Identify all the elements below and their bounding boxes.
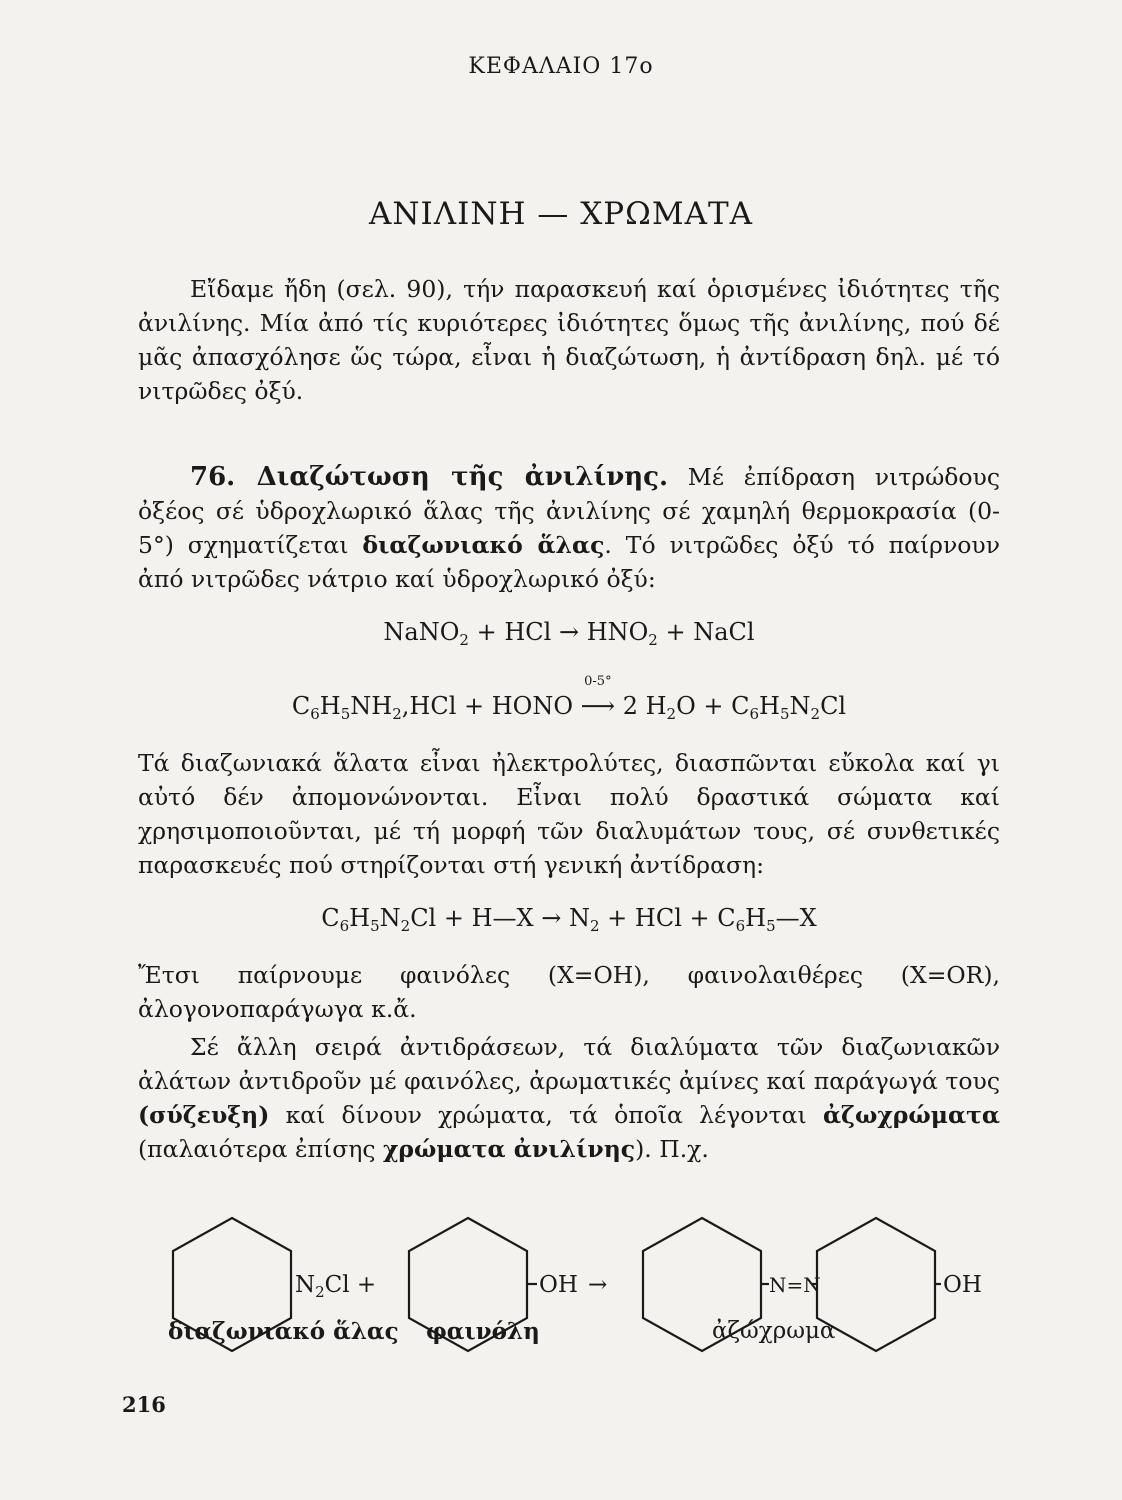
eq1-arrow: → xyxy=(558,618,580,646)
paragraph-4-text xyxy=(138,1030,1000,1166)
oh-label-2: OH xyxy=(943,1272,982,1298)
page-number: 216 xyxy=(122,1392,166,1417)
equation-2: $C_6H_5NH_2,HCl$ + HONO 0-5° ⟶ 2 $H_2O + C_6H_5N_2Cl$ xyxy=(291,674,847,723)
eq2-d: ,HCl + HONO xyxy=(401,692,574,720)
eq1-rhs2: + NaCl xyxy=(657,618,755,646)
chapter-header: ΚΕΦΑΛΑΙΟ 17ο xyxy=(468,54,654,79)
section-76 xyxy=(138,460,1000,596)
equation-3: $C_6H_5N_2Cl$ + H—X → $N_2$ + HCl + $C_6H_5—X$ xyxy=(321,904,817,935)
para4-term-aniline-dyes: χρώματα ἀνιλίνης xyxy=(382,1135,636,1163)
eq2-b: H xyxy=(319,692,341,720)
eq2-h: N xyxy=(789,692,811,720)
page-title: ΑΝΙΛΙΝΗ — ΧΡΩΜΑΤΑ xyxy=(368,196,754,232)
n2cl-label: $N_2Cl$ + xyxy=(295,1272,377,1301)
eq1-rhs: HNO xyxy=(586,618,649,646)
paragraph-3 xyxy=(138,958,1000,1026)
eq2-a: C xyxy=(291,692,311,720)
eq2-i: Cl xyxy=(820,692,847,720)
para4-text-c: (παλαιότερα ἐπίσης xyxy=(138,1135,383,1163)
eq2-arrow xyxy=(580,674,616,720)
para4-text-b: καί δίνουν χρώματα, τά ὁποῖα λέγονται xyxy=(269,1101,823,1129)
eq1-lhs2: + HCl xyxy=(468,618,552,646)
intro-paragraph xyxy=(138,272,1000,408)
eq1-lhs: NaNO xyxy=(383,618,460,646)
label-azo-dye: ἀζώχρωμα xyxy=(712,1318,836,1344)
eq2-condition: 0-5° xyxy=(584,674,612,689)
equation-1: NaNO$_2$ + HCl → $HNO_2$ + NaCl xyxy=(383,618,755,649)
para4-text-d: ). Π.χ. xyxy=(635,1135,709,1163)
section-text-b: . Τό νιτρῶδες ὀξύ τό παίρνουν ἀπό νιτρῶδες νάτριο καί ὑδροχλωρικό ὀξύ: xyxy=(138,531,1000,593)
eq3-e: N xyxy=(569,904,590,932)
section-text-a: Μέ ἐπίδραση νιτρώδους ὀξέος σέ ὑδροχλωρικό ἅλας τῆς ἀνιλίνης σέ χαμηλή θερμοκρασία (0-5°) σχηματίζεται xyxy=(138,463,1000,559)
eq3-f: + HCl + C xyxy=(599,904,736,932)
para4-term-coupling: (σύζευξη) xyxy=(138,1101,270,1129)
label-diazonium-salt: διαζωνιακό ἅλας xyxy=(168,1318,399,1345)
oh-label-1: OH xyxy=(539,1272,578,1298)
eq3-d: Cl + H—X xyxy=(410,904,534,932)
section-heading: 76. Διαζώτωση τῆς ἀνιλίνης. xyxy=(190,462,669,492)
label-phenol: φαινόλη xyxy=(426,1318,540,1345)
azo-label: N=N xyxy=(769,1273,821,1297)
paragraph-3-text: Ἔτσι παίρνουμε φαινόλες (X=OH), φαινολαιθέρες (X=OR), ἀλογονοπαράγωγα κ.ἄ. xyxy=(138,961,1000,1023)
paragraph-2-text: Τά διαζωνιακά ἅλατα εἶναι ἠλεκτρολύτες, διασπῶνται εὔκολα καί γι αὐτό δέν ἀπομονώνονται. Εἶναι πολύ δραστικά σώματα καί χρησιμοποιοῦνται, μέ τή μορφή τῶν διαλυμάτων τους, σέ συνθετικές παρασκευές πού στηρίζονται στή γενική ἀντίδραση: xyxy=(138,749,1000,879)
eq2-c: NH xyxy=(350,692,393,720)
intro-text: Εἴδαμε ἤδη (σελ. 90), τήν παρασκευή καί ὁρισμένες ἰδιότητες τῆς ἀνιλίνης. Μία ἀπό τίς κυριότερες ἰδιότητες ὅμως τῆς ἀνιλίνης, πού δέ μᾶς ἀπασχόλησε ὥς τώρα, εἶναι ἡ διαζώτωση, ἡ ἀντίδραση δηλ. μέ τό νιτρῶδες ὀξύ. xyxy=(138,275,1000,405)
eq3-b: H xyxy=(349,904,371,932)
scheme-arrow: → xyxy=(588,1272,608,1298)
para4-text-a: Σέ ἄλλη σειρά ἀντιδράσεων, τά διαλύματα τῶν διαζωνιακῶν ἀλάτων ἀντιδροῦν μέ φαινόλες, ἀρωματικές ἀμίνες καί παράγωγά τους xyxy=(138,1033,1000,1095)
para4-term-azo: ἀζωχρώματα xyxy=(822,1101,1000,1129)
section-76-text xyxy=(138,460,1000,596)
section-term: διαζωνιακό ἅλας xyxy=(362,531,605,559)
paragraph-2 xyxy=(138,746,1000,882)
eq3-g: H xyxy=(745,904,767,932)
eq3-arrow: → xyxy=(541,904,562,932)
paragraph-4 xyxy=(138,1030,1000,1166)
eq2-arrow-glyph: ⟶ xyxy=(580,692,616,720)
eq2-e: 2 H xyxy=(622,692,667,720)
eq3-a: C xyxy=(321,904,340,932)
eq2-f: O + C xyxy=(676,692,750,720)
eq3-h: —X xyxy=(775,904,817,932)
eq3-c: N xyxy=(379,904,401,932)
eq2-g: H xyxy=(759,692,780,720)
